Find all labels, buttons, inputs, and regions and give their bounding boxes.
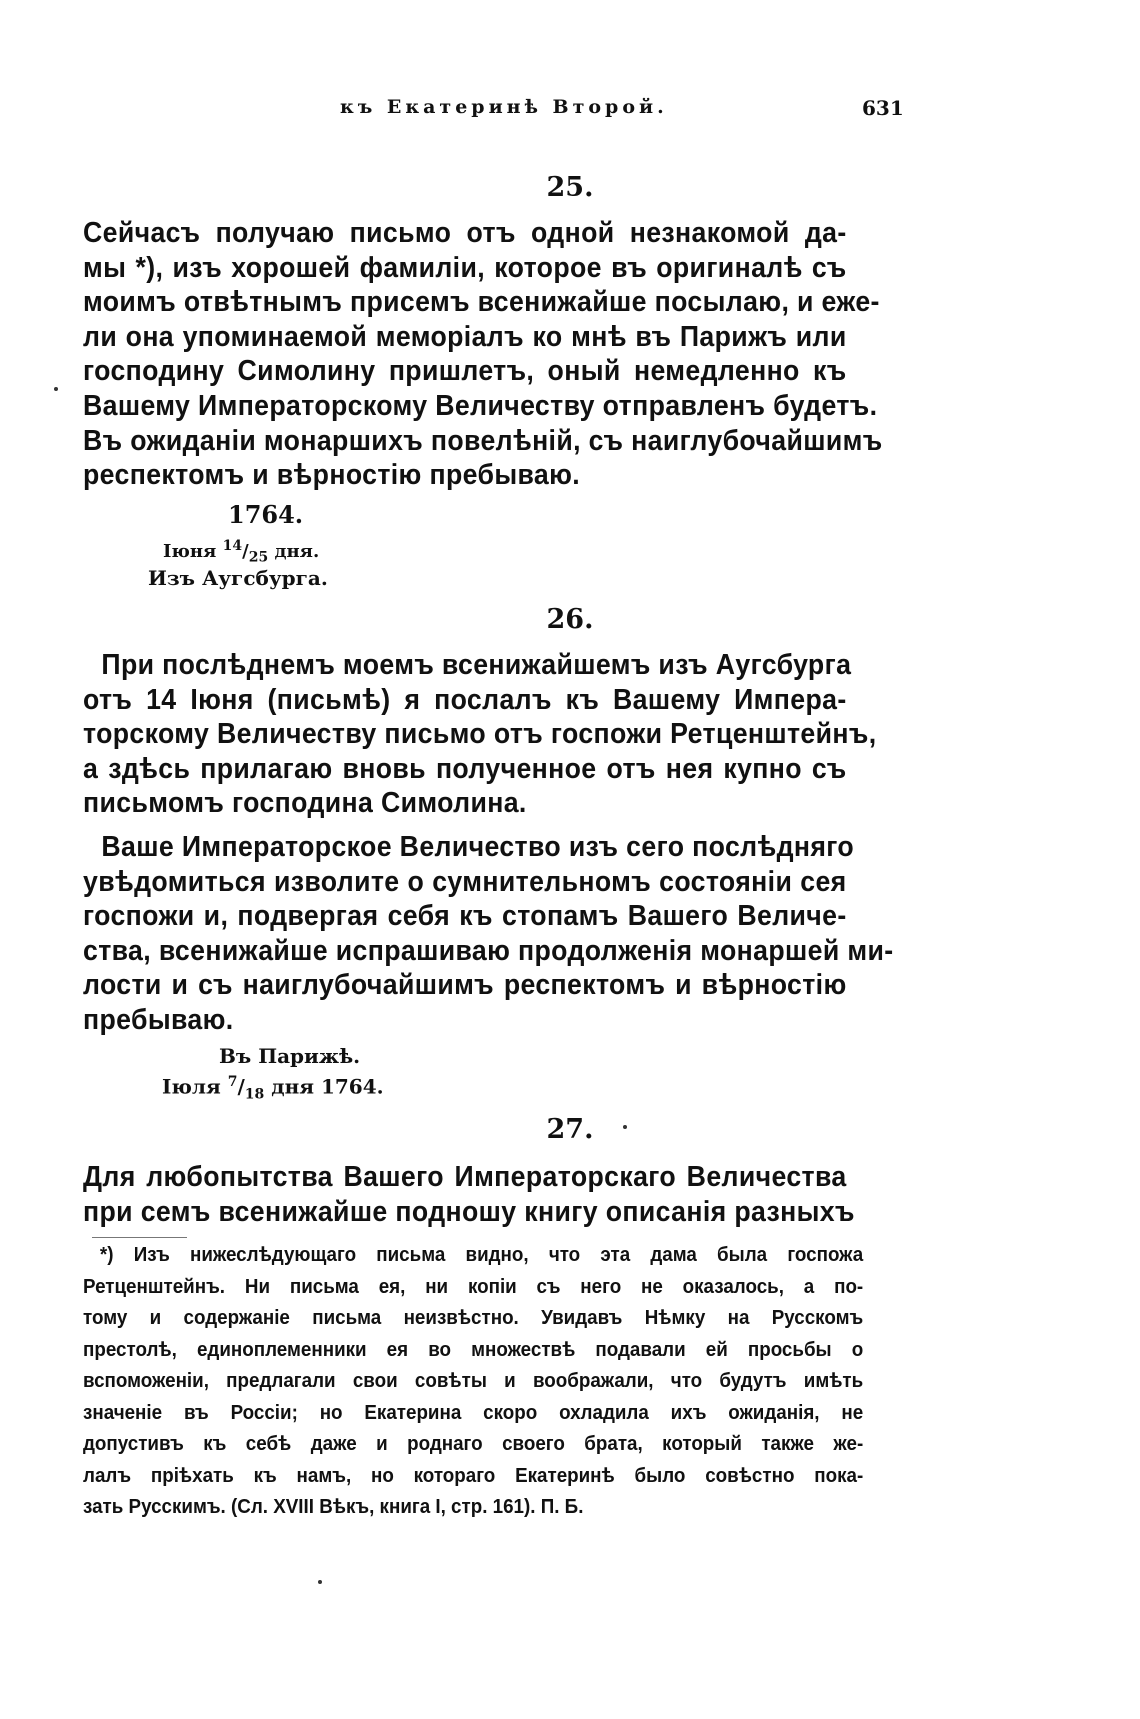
footnote-line: вспоможеніи, предлагали свои совѣты и воображали, что будутъ имѣть	[83, 1370, 864, 1392]
footnote-line: тому и содержаніе письма неизвѣстно. Увидавъ Нѣмку на Русскомъ	[83, 1307, 864, 1329]
text-line: ли она упоминаемой меморіалъ ко мнѣ въ Парижъ или	[83, 320, 847, 353]
footnote	[83, 1240, 863, 1524]
date-prefix: Іюля	[162, 1074, 221, 1099]
letter-number-25: 25.	[546, 172, 594, 203]
letter-number-27: 27.	[546, 1114, 594, 1145]
text-line: Въ ожиданіи монаршихъ повелѣній, съ наиглубочайшимъ	[83, 424, 883, 457]
scan-speck	[318, 1580, 322, 1584]
letter-26-paragraph-1	[83, 648, 877, 821]
text-line: отъ 14 Іюня (письмѣ) я послалъ къ Вашему Импера-	[83, 683, 847, 716]
running-title: къ Екатеринѣ Второй.	[340, 96, 668, 118]
letter-27-paragraph-1	[83, 1160, 855, 1229]
signoff-place: Изъ Аугсбурга.	[148, 566, 328, 590]
date-numerator: 14	[222, 538, 243, 554]
page-number: 631	[862, 96, 904, 120]
scan-speck	[54, 387, 58, 391]
signoff-date: Іюня $^{14}/_{25}$ дня.	[163, 538, 320, 566]
footnote-line: лалъ пріѣхать къ намъ, но котораго Екатеринѣ было совѣстно пока-	[83, 1464, 864, 1487]
date-suffix: дня 1764.	[271, 1074, 384, 1099]
text-line: пребываю.	[83, 1003, 234, 1036]
footnote-line: *) Изъ нижеслѣдующаго письма видно, что эта дама была госпожа	[99, 1244, 864, 1266]
text-line: при семъ всенижайше подношу книгу описанія разныхъ	[83, 1195, 855, 1228]
footnote-line: зать Русскимъ. (Сл. XVIII Вѣкъ, книга I, стр. 161). П. Б.	[83, 1496, 584, 1518]
date-denominator: 18	[244, 1086, 265, 1103]
text-line: При послѣднемъ моемъ всенижайшемъ изъ Аугсбурга	[101, 649, 852, 681]
text-line: ства, всенижайше испрашиваю продолженія монаршей ми-	[83, 934, 894, 967]
text-line: письмомъ господина Симолина.	[83, 787, 527, 820]
text-line: увѣдомиться изволите о сумнительномъ состояніи сея	[83, 865, 847, 898]
signoff-year: 1764.	[228, 500, 304, 529]
footnote-line: допустивъ къ себѣ даже и роднаго своего брата, который также же-	[83, 1433, 864, 1455]
text-line: госпожи и, подвергая себя къ стопамъ Вашего Величе-	[83, 900, 847, 933]
date-prefix: Іюня	[163, 541, 217, 562]
scan-speck	[623, 1125, 627, 1129]
footnote-line: престолѣ, единоплеменники ея во множествѣ подавали ей просьбы о	[83, 1338, 864, 1361]
signoff-date: Іюля $^7/_{18}$ дня 1764.	[162, 1074, 384, 1103]
signoff-place: Въ Парижѣ.	[219, 1044, 361, 1068]
letter-25-paragraph-1	[83, 216, 883, 493]
footnote-line: Ретценштейнъ. Ни письма ея, ни копіи съ него не оказалось, а по-	[83, 1275, 864, 1298]
text-line: респектомъ и вѣрностію пребываю.	[83, 459, 581, 492]
date-denominator: 25	[248, 549, 269, 566]
text-line: Ваше Императорское Величество изъ сего послѣдняго	[101, 831, 855, 863]
letter-number-26: 26.	[546, 604, 594, 635]
text-line: Для любопытства Вашего Императорскаго Величества	[83, 1161, 847, 1193]
text-line: господину Симолину пришлетъ, оный немедленно къ	[83, 355, 847, 388]
text-line: а здѣсь прилагаю вновь полученное отъ нея купно съ	[83, 752, 847, 785]
footnote-rule	[92, 1237, 187, 1238]
text-line: моимъ отвѣтнымъ присемъ всенижайше посылаю, и еже-	[83, 286, 880, 319]
text-line: мы *), изъ хорошей фамиліи, которое въ оригиналѣ съ	[83, 251, 847, 284]
date-suffix: дня.	[274, 541, 320, 562]
running-head	[0, 96, 1140, 126]
letter-26-paragraph-2	[83, 830, 894, 1038]
text-line: Сейчасъ получаю письмо отъ одной незнакомой да-	[83, 217, 847, 249]
footnote-line: значеніе въ Россіи; но Екатерина скоро охладила ихъ ожиданія, не	[83, 1401, 864, 1424]
date-numerator: 7	[227, 1074, 238, 1090]
text-line: лости и съ наиглубочайшимъ респектомъ и вѣрностію	[83, 969, 847, 1002]
text-line: Вашему Императорскому Величеству отправленъ будетъ.	[83, 389, 878, 422]
text-line: торскому Величеству письмо отъ госпожи Ретценштейнъ,	[83, 718, 877, 751]
